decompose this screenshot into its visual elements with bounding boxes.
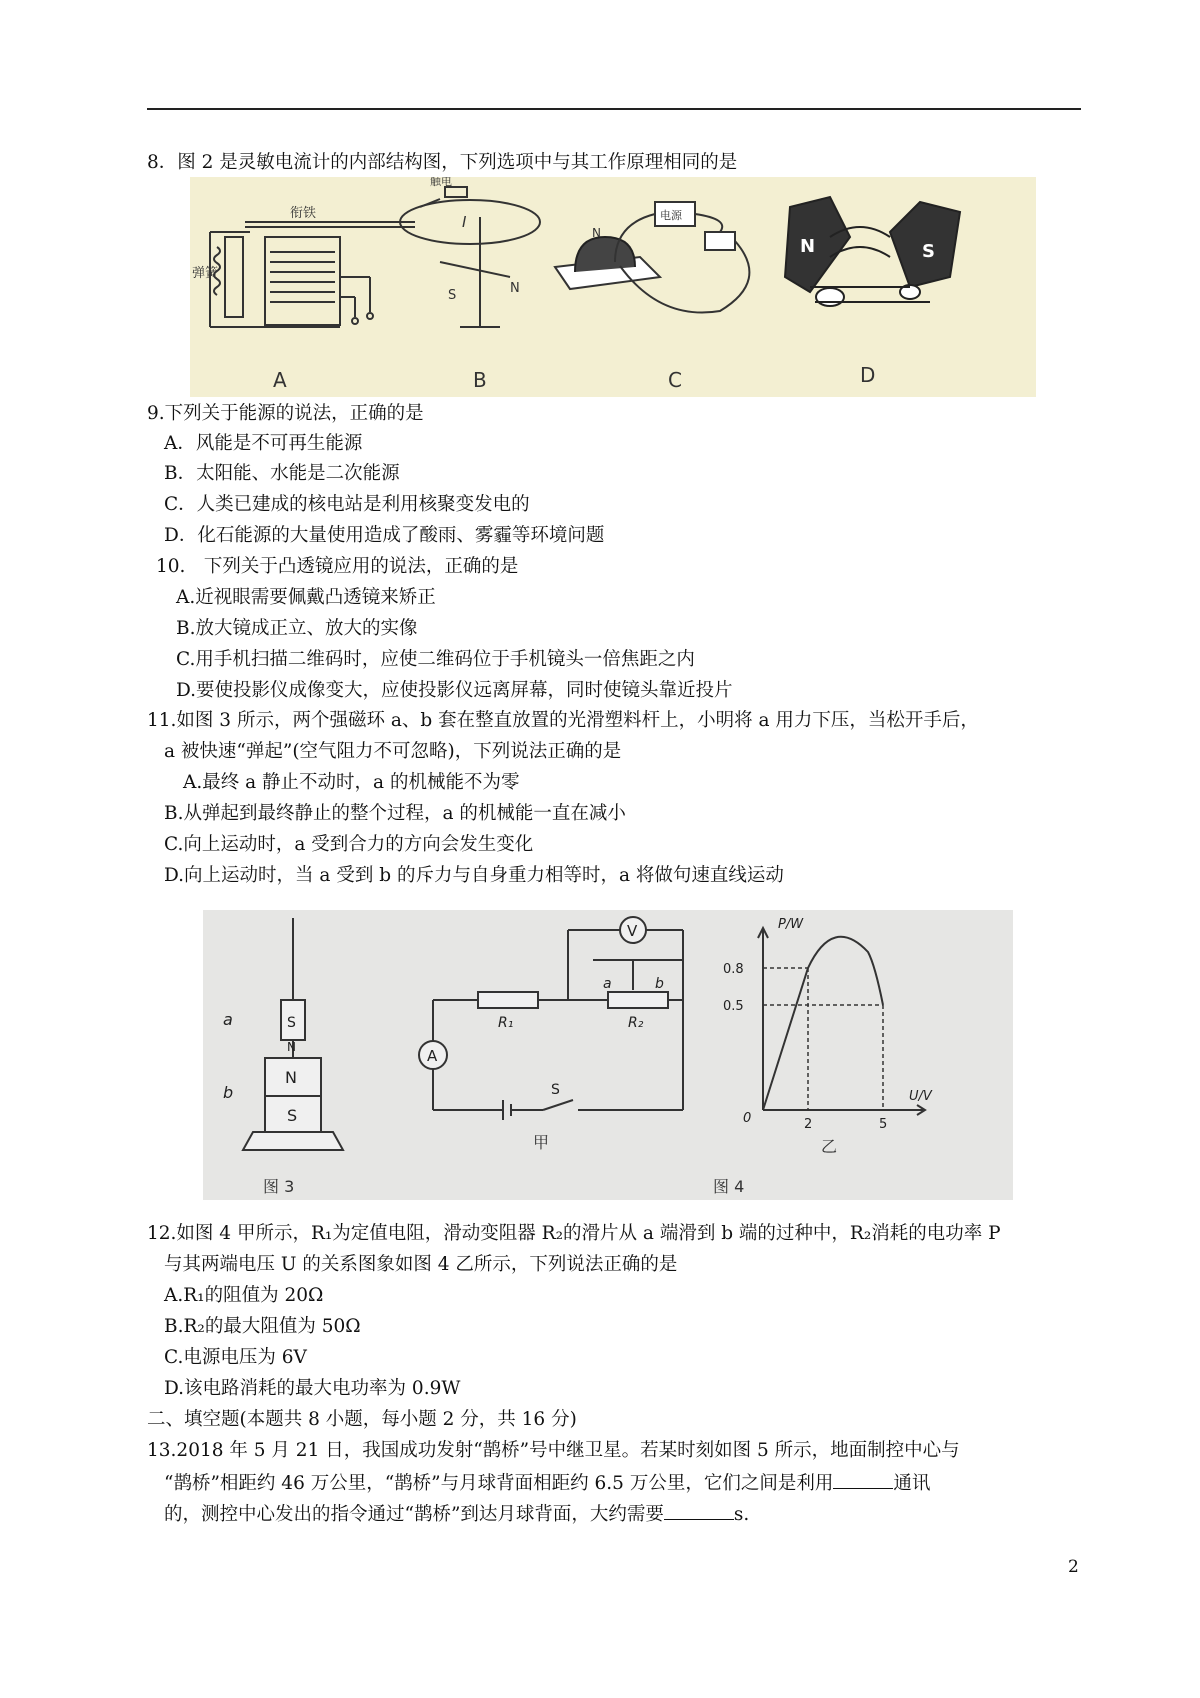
fig4-voltmeter-label: V: [627, 922, 638, 940]
fig-b-label-top: 触电: [430, 177, 452, 188]
q13-line2-tail: 通讯: [893, 1473, 931, 1494]
fig3-magnet-b-s: S: [287, 1106, 298, 1125]
fig-b-caption: B: [473, 368, 487, 392]
fig3-label-a: a: [223, 1010, 233, 1029]
q11-option-b: B.从弹起到最终静止的整个过程，a 的机械能一直在减小: [164, 803, 626, 824]
q9-option-b: B．太阳能、水能是二次能源: [164, 463, 400, 484]
fig4-y-axis-label: P/W: [778, 917, 804, 932]
fig3-label-b: b: [223, 1083, 234, 1102]
fig4-y-tick-1: 0.5: [723, 999, 744, 1014]
q8-figure: [190, 177, 1036, 397]
fig4-x-tick-0: 2: [804, 1117, 813, 1132]
q13-line2: [164, 1470, 930, 1496]
q10-option-d: D.要使投影仪成像变大，应使投影仪远离屏幕，同时使镜头靠近投片: [176, 680, 733, 701]
q12-option-c: C.电源电压为 6V: [164, 1347, 307, 1368]
fig-b-label-s: S: [448, 288, 457, 303]
q11-stem-line2: a 被快速“弹起”(空气阻力不可忽略)，下列说法正确的是: [164, 741, 622, 762]
fig4-switch-label: S: [551, 1082, 560, 1098]
q10-stem: 10. 下列关于凸透镜应用的说法，正确的是: [156, 556, 519, 577]
section2-heading: 二、填空题(本题共 8 小题，每小题 2 分，共 16 分): [147, 1409, 577, 1430]
q12-stem-line1: 12.如图 4 甲所示，R₁为定值电阻，滑动变阻器 R₂的滑片从 a 端滑到 b 端的过种中，R₂消耗的电功率 P: [147, 1223, 1001, 1244]
fig3-magnet-b-n: N: [285, 1068, 297, 1087]
q10-option-c: C.用手机扫描二维码时，应使二维码位于手机镜头一倍焦距之内: [176, 649, 695, 670]
fig-c-label-n: N: [592, 226, 601, 240]
q12-stem-line2: 与其两端电压 U 的关系图象如图 4 乙所示，下列说法正确的是: [164, 1254, 678, 1275]
fig-b-label-current: I: [462, 213, 467, 231]
fig3-fig4: [203, 910, 1013, 1200]
fig4-x-tick-1: 5: [879, 1117, 888, 1132]
q13-line1: 13.2018 年 5 月 21 日，我国成功发射“鹊桥”号中继卫星。若某时刻如图 5 所示，地面制控中心与: [147, 1440, 960, 1461]
page-number: 2: [1068, 1557, 1079, 1577]
q10-option-b: B.放大镜成正立、放大的实像: [176, 618, 418, 639]
fig3-magnet-a-n: N: [287, 1040, 296, 1054]
q10-option-a: A.近视眼需要佩戴凸透镜来矫正: [176, 587, 436, 608]
q9-option-a: A．风能是不可再生能源: [164, 433, 363, 454]
fig-c-caption: C: [668, 368, 682, 392]
q12-option-d: D.该电路消耗的最大电功率为 0.9W: [164, 1378, 461, 1399]
q8-figure-svg: [190, 177, 1036, 397]
q9-option-d: D．化石能源的大量使用造成了酸雨、雾霾等环境问题: [164, 525, 605, 546]
fig-a-label-top: 衔铁: [290, 206, 317, 221]
fig4-jia-label: 甲: [533, 1133, 550, 1152]
fig4-origin: 0: [743, 1111, 752, 1126]
fig-c-label-meter: 电源: [660, 209, 682, 222]
q12-option-a: A.R₁的阻值为 20Ω: [164, 1285, 324, 1306]
q13-blank-1[interactable]: [833, 1470, 893, 1489]
fig4-y-tick-0: 0.8: [723, 962, 744, 977]
q13-line3: [164, 1501, 749, 1527]
fig4-x-axis-label: U/V: [909, 1089, 932, 1104]
fig4-yi-label: 乙: [821, 1137, 838, 1156]
fig3-magnet-a-s: S: [287, 1015, 296, 1031]
q12-option-b: B.R₂的最大阻值为 50Ω: [164, 1316, 361, 1337]
fig4-slider-b: b: [655, 976, 664, 992]
fig-a-caption: A: [273, 368, 287, 392]
fig-d-caption: D: [860, 363, 876, 387]
q11-option-c: C.向上运动时，a 受到合力的方向会发生变化: [164, 834, 534, 855]
fig4-caption: 图 4: [713, 1177, 745, 1196]
q11-stem-line1: 11.如图 3 所示，两个强磁环 a、b 套在整直放置的光滑塑料杆上，小明将 a 用力下压，当松开手后，: [147, 710, 979, 731]
fig4-ammeter-label: A: [427, 1047, 438, 1065]
fig4-slider-a: a: [603, 976, 612, 992]
fig4-r2-label: R₂: [628, 1015, 644, 1031]
q13-line2-text: “鹊桥”相距约 46 万公里，“鹊桥”与月球背面相距约 6.5 万公里，它们之间是利用: [164, 1473, 834, 1494]
fig-d-label-n: N: [800, 236, 816, 257]
header-rule: [147, 108, 1081, 110]
fig-d-label-s: S: [922, 241, 935, 262]
q13-line3-text: 的，测控中心发出的指令通过“鹊桥”到达月球背面，大约需要: [164, 1504, 664, 1525]
fig-a-label-left: 弹簧: [192, 266, 219, 281]
fig3-fig4-svg: [203, 910, 1013, 1200]
q9-option-c: C．人类已建成的核电站是利用核聚变发电的: [164, 494, 530, 515]
fig-b-label-n: N: [510, 281, 520, 296]
q11-option-a: A.最终 a 静止不动时，a 的机械能不为零: [183, 772, 520, 793]
fig4-r1-label: R₁: [498, 1015, 514, 1031]
q11-option-d: D.向上运动时，当 a 受到 b 的斥力与自身重力相等时，a 将做句速直线运动: [164, 865, 784, 886]
q8-stem: 8．图 2 是灵敏电流计的内部结构图，下列选项中与其工作原理相同的是: [147, 152, 738, 173]
q9-stem: 9.下列关于能源的说法，正确的是: [147, 403, 424, 424]
q13-line3-tail: s.: [733, 1504, 750, 1525]
fig3-caption: 图 3: [263, 1177, 295, 1196]
q13-blank-2[interactable]: [664, 1501, 734, 1520]
